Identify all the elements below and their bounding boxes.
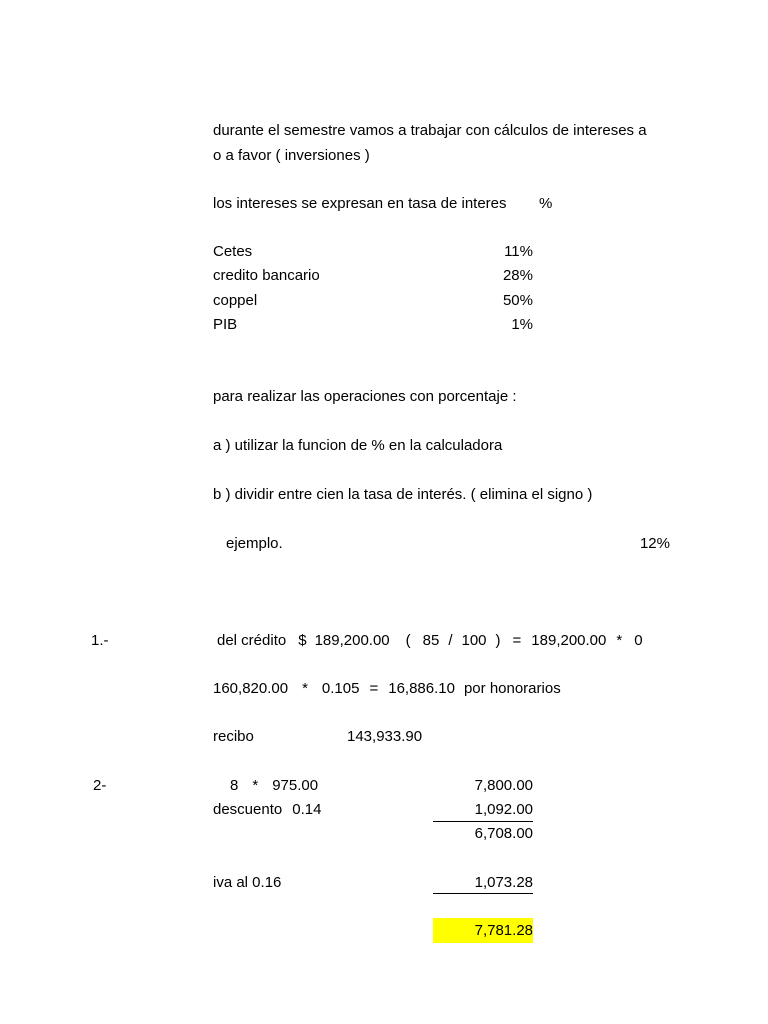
after-discount: 6,708.00 <box>474 825 533 842</box>
instructions-heading: para realizar las operaciones con porcentaje : <box>213 388 517 405</box>
fee-label: por honorarios <box>463 680 561 697</box>
iva-value: 1,073.28 <box>474 874 533 891</box>
recibo-label: recibo <box>213 728 254 745</box>
intro-line-3: los intereses se expresan en tasa de interes <box>213 195 507 212</box>
discount-label: descuento <box>213 801 283 818</box>
rate-value-pib: 1% <box>511 316 533 333</box>
base-amount: 160,820.00 <box>213 680 289 697</box>
percent-denominator: 100 <box>461 632 487 649</box>
quantity-times-price <box>230 777 318 795</box>
discount-value: 1,092.00 <box>474 801 533 818</box>
example-value: 12% <box>639 535 670 552</box>
example-label: ejemplo. <box>226 535 283 552</box>
iva-label: iva al 0.16 <box>213 874 282 891</box>
instruction-a: a ) utilizar la funcion de % en la calculadora <box>213 437 503 454</box>
rate-value-coppel: 50% <box>502 292 533 309</box>
rate-label-pib: PIB <box>213 316 238 333</box>
subtotal: 7,800.00 <box>474 777 533 794</box>
fee-rate: 0.105 <box>321 680 360 697</box>
dollar-sign: $ <box>298 632 307 649</box>
discount-row <box>213 801 321 819</box>
problem-1-line-2 <box>213 680 561 698</box>
intro-line-1: durante el semestre vamos a trabajar con cálculos de intereses a <box>213 122 647 139</box>
equals-sign-2: = <box>369 680 379 697</box>
slash: / <box>448 632 453 649</box>
recibo-value: 143,933.90 <box>347 728 423 745</box>
intro-line-2: o a favor ( inversiones ) <box>213 147 370 164</box>
rate-label-cetes: Cetes <box>213 243 253 260</box>
credit-amount: 189,200.00 <box>314 632 390 649</box>
multiply-sign-3: * <box>252 777 259 794</box>
rate-label-coppel: coppel <box>213 292 258 309</box>
paren-open: ( <box>405 632 411 649</box>
rate-label-credito: credito bancario <box>213 267 320 284</box>
percent-numerator: 85 <box>422 632 440 649</box>
unit-price: 975.00 <box>272 777 319 794</box>
rate-value-credito: 28% <box>502 267 533 284</box>
multiply-sign-2: * <box>302 680 308 697</box>
equals-sign: = <box>512 632 522 649</box>
fee-amount: 16,886.10 <box>388 680 455 697</box>
problem-1-line-1 <box>217 632 672 650</box>
quantity: 8 <box>230 777 239 794</box>
rate-value-cetes: 11% <box>504 243 533 260</box>
total-value: 7,781.28 <box>474 922 533 939</box>
instruction-b: b ) dividir entre cien la tasa de interés. ( elimina el signo ) <box>213 486 593 503</box>
problem-2-number: 2- <box>93 777 107 794</box>
credit-amount-2: 189,200.00 <box>531 632 607 649</box>
cut-digit: 0 <box>634 632 643 649</box>
discount-rate: 0.14 <box>292 801 322 818</box>
sum-underline-2 <box>433 893 533 894</box>
credit-label: del crédito <box>217 632 287 649</box>
paren-close: ) <box>495 632 501 649</box>
sum-underline-1 <box>433 821 533 822</box>
problem-1-number: 1.- <box>91 632 109 649</box>
multiply-sign: * <box>616 632 623 649</box>
percent-symbol: % <box>539 195 553 212</box>
